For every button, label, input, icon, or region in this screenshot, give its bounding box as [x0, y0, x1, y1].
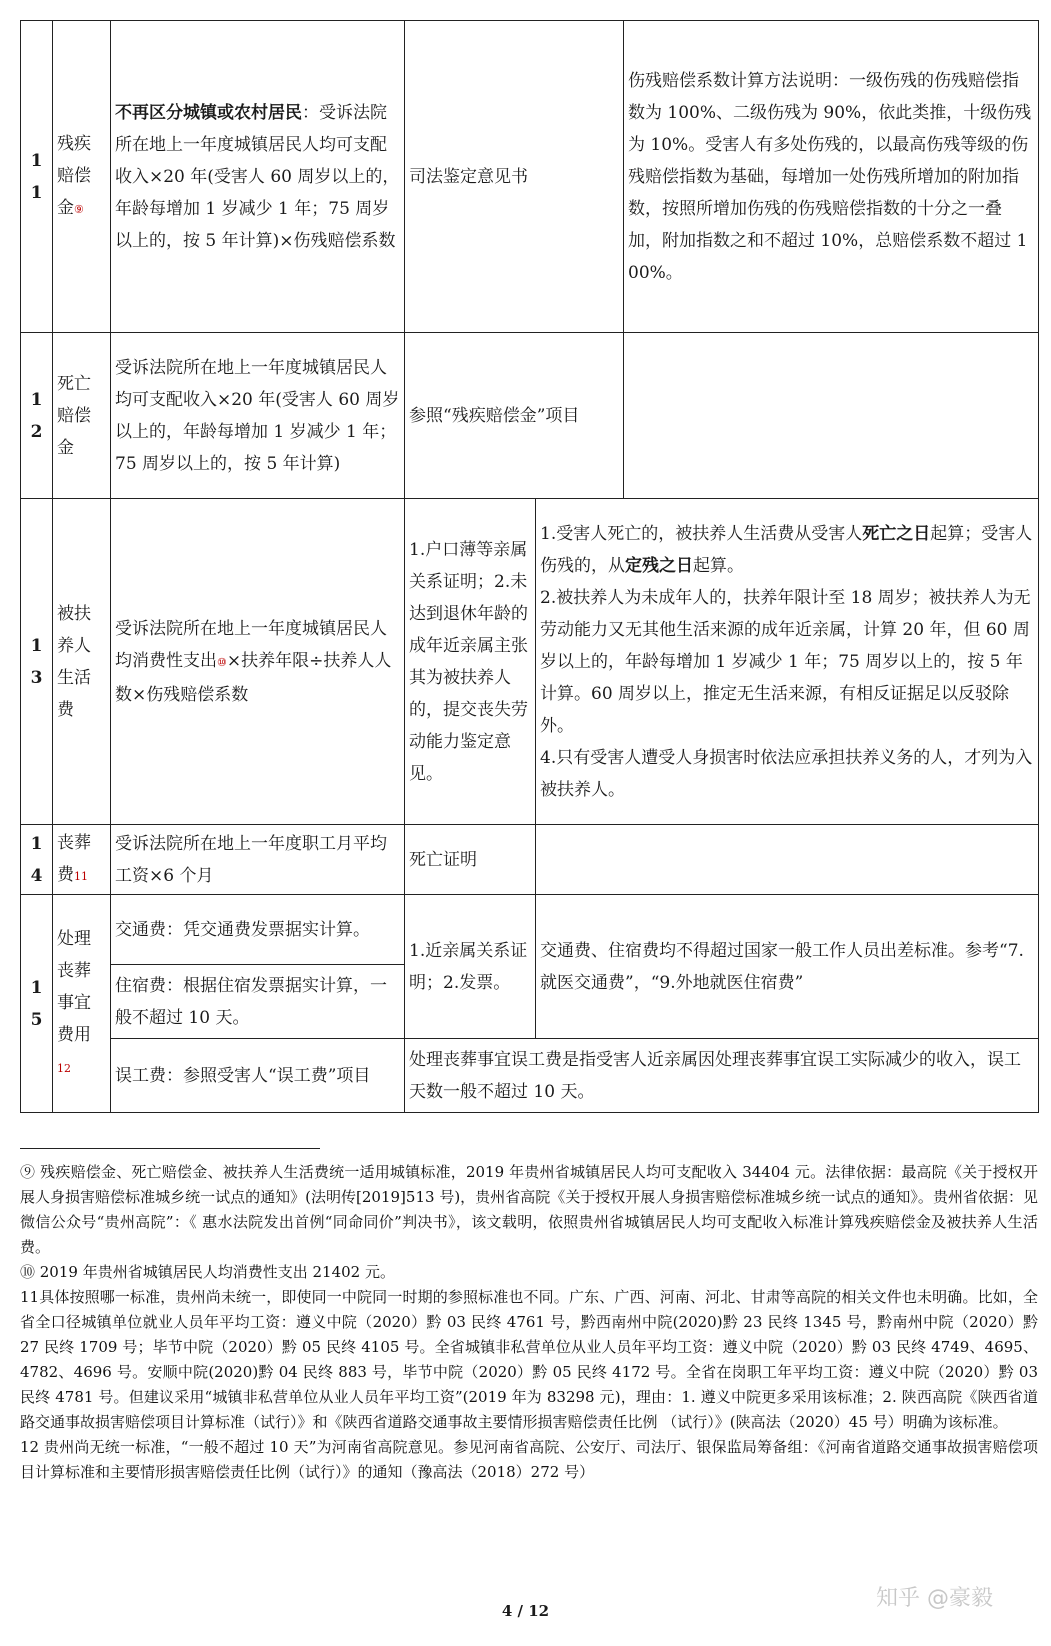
- page-number: 4 / 12: [501, 1602, 550, 1620]
- evidence: 司法鉴定意见书: [405, 21, 624, 333]
- footnote-11: 11具体按照哪一标准，贵州尚未统一，即使同一中院同一时期的参照标准也不同。广东、广西、河南、河北、甘肃等高院的相关文件也未明确。比如，全省全口径城镇单位就业人员年平均工资：遵义中院（2020）黔 03 民终 4761 号，黔西南州中院(2020)黔 23 民终 1345 号，黔南州中院（2020）黔 27 民终 1709 号；毕节中院（2020）黔 05 民终 4105 号。全省城镇非私营单位从业人员年平均工资：遵义中院（2020）黔 03 民终 4749、4695、4782、4696 号。安顺中院(2020)黔 04 民终 883 号，毕节中院（2020）黔 05 民终 4172 号。全省在岗职工年平均工资：遵义中院（2020）黔 03 民终 4781 号。但建议采用“城镇非私营单位从业人员年平均工资”(2019 年为 83298 元)，理由：1. 遵义中院更多采用该标准；2. 陕西高院《陕西省道路交通事故损害赔偿项目计算标准（试行）》和《陕西省道路交通事故主要情形损害赔偿责任比例 （试行）》(陕高法（2020）45 号）明确为该标准。: [20, 1288, 1038, 1431]
- calc-standard: 受诉法院所在地上一年度城镇居民人均可支配收入×20 年(受害人 60 周岁以上的，年龄每增加 1 岁减少 1 年；75 周岁以上的，按 5 年计算): [111, 333, 405, 499]
- row-number: 13: [21, 499, 53, 825]
- note: 处理丧葬事宜误工费是指受害人近亲属因处理丧葬事宜误工实际减少的收入，误工天数一般不超过 10 天。: [405, 1039, 1039, 1113]
- sub-item-lodging: 住宿费：根据住宿发票据实计算，一般不超过 10 天。: [111, 965, 405, 1039]
- footnote-divider: [20, 1148, 320, 1149]
- item-name: 处理丧葬事宜费用 12: [53, 895, 111, 1113]
- footnote-ref: 12: [57, 1061, 71, 1075]
- note: 交通费、住宿费均不得超过国家一般工作人员出差标准。参考“7.就医交通费”，“9.外地就医住宿费”: [536, 895, 1039, 1039]
- calc-standard: 受诉法院所在地上一年度职工月平均工资×6 个月: [111, 825, 405, 895]
- row-number: 11: [21, 21, 53, 333]
- calc-standard: 不再区分城镇或农村居民：受诉法院所在地上一年度城镇居民人均可支配收入×20 年(受害人 60 周岁以上的，年龄每增加 1 岁减少 1 年；75 周岁以上的，按 5 年计算)×伤残赔偿系数: [111, 21, 405, 333]
- sub-item-transport: 交通费：凭交通费发票据实计算。: [111, 895, 405, 965]
- table-row: [21, 825, 1039, 895]
- evidence: 1.户口薄等亲属关系证明；2.未达到退休年龄的成年近亲属主张其为被扶养人的，提交丧失劳动能力鉴定意见。: [405, 499, 536, 825]
- evidence: 1.近亲属关系证明；2.发票。: [405, 895, 536, 1039]
- footnote-12: 12 贵州尚无统一标准，“一般不超过 10 天”为河南省高院意见。参见河南省高院、公安厅、司法厅、银保监局筹备组：《河南省道路交通事故损害赔偿项目计算标准和主要情形损害赔偿责任比例（试行）》的通知（豫高法（2018）272 号）: [20, 1438, 1038, 1481]
- evidence: 死亡证明: [405, 825, 536, 895]
- table-row: [21, 1039, 1039, 1113]
- table-row: [21, 895, 1039, 965]
- compensation-table: [20, 20, 1039, 1113]
- item-name: 被扶养人生活费: [53, 499, 111, 825]
- footnote-10: ⑩ 2019 年贵州省城镇居民人均消费性支出 21402 元。: [20, 1263, 395, 1281]
- footnote-ref: ⑩: [217, 655, 227, 669]
- note: 伤残赔偿系数计算方法说明：一级伤残的伤残赔偿指数为 100%、二级伤残为 90%，依此类推，十级伤残为 10%。受害人有多处伤残的，以最高伤残等级的伤残赔偿指数为基础，每增加一处伤残所增加的附加指数，按照所增加伤残的伤残赔偿指数的十分之一叠加，附加指数之和不超过 10%，总赔偿系数不超过 100%。: [624, 21, 1039, 333]
- sub-item-lost-wages: 误工费：参照受害人“误工费”项目: [111, 1039, 405, 1113]
- item-name: 残疾赔偿金⑨: [53, 21, 111, 333]
- watermark: 知乎 @豪毅: [876, 1586, 993, 1611]
- footnote-9: ⑨ 残疾赔偿金、死亡赔偿金、被扶养人生活费统一适用城镇标准，2019 年贵州省城镇居民人均可支配收入 34404 元。法律依据：最高院《关于授权开展人身损害赔偿标准城乡统一试点的通知》(法明传[2019]513 号)，贵州省高院《关于授权开展人身损害赔偿标准城乡统一试点的通知》。贵州省依据：见微信公众号“贵州高院”：《 惠水法院发出首例“同命同价”判决书》，该文载明，依照贵州省城镇居民人均可支配收入标准计算残疾赔偿金及被扶养人生活费。: [20, 1163, 1038, 1256]
- evidence: 参照“残疾赔偿金”项目: [405, 333, 624, 499]
- table-row: [21, 333, 1039, 499]
- table-row: [21, 21, 1039, 333]
- footnote-ref: 11: [74, 869, 88, 883]
- table-row: [21, 499, 1039, 825]
- row-number: 15: [21, 895, 53, 1113]
- footnote-ref: ⑨: [74, 202, 84, 216]
- note: 1.受害人死亡的，被扶养人生活费从受害人死亡之日起算；受害人伤残的，从定残之日起算。 2.被扶养人为未成年人的，扶养年限计至 18 周岁；被扶养人为无劳动能力又无其他生活来源的成年近亲属，计算 20 年，但 60 周岁以上的，年龄每增加 1 岁减少 1 年；75 周岁以上的，按 5 年计算。60 周岁以上，推定无生活来源，有相反证据足以反驳除外。 4.只有受害人遭受人身损害时依法应承担扶养义务的人，才列为入被扶养人。: [536, 499, 1039, 825]
- footnotes: [20, 1160, 1038, 1485]
- note: [624, 333, 1039, 499]
- item-name: 丧葬费11: [53, 825, 111, 895]
- item-name: 死亡赔偿金: [53, 333, 111, 499]
- calc-standard: 受诉法院所在地上一年度城镇居民人均消费性支出⑩×扶养年限÷扶养人人数×伤残赔偿系数: [111, 499, 405, 825]
- row-number: 14: [21, 825, 53, 895]
- row-number: 12: [21, 333, 53, 499]
- note: [536, 825, 1039, 895]
